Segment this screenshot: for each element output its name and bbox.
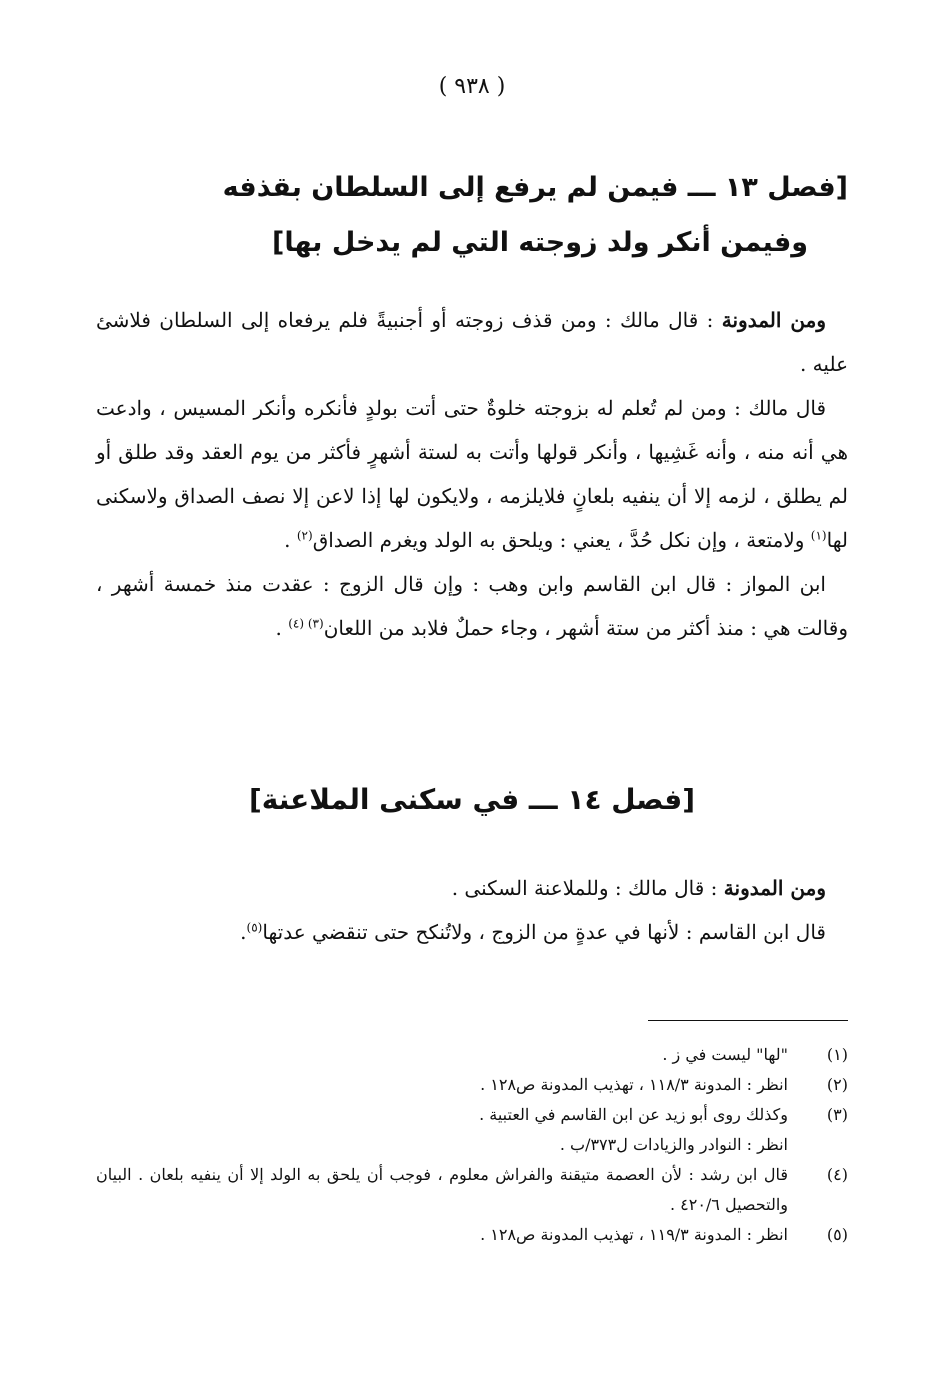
- footnotes: [96, 1040, 848, 1250]
- footnote-content: [96, 1220, 788, 1250]
- footnote-item: [96, 1070, 848, 1100]
- section-13-body: [96, 298, 848, 650]
- footnote-marker[interactable]: (٥): [246, 920, 263, 935]
- footnote-line: قال ابن رشد : لأن العصمة متيقنة والفراش معلوم ، فوجب أن يلحق به الولد إلا أن ينفيه بلعان . البيان والتحصيل ٤٢٠/٦ .: [96, 1165, 788, 1214]
- paragraph-text: .: [275, 616, 289, 640]
- paragraph-text: ولامتعة ، وإن نكل حُدَّ ، يعني : ويلحق به الولد ويغرم الصداق: [312, 528, 811, 552]
- footnote-line: انظر : النوادر والزيادات ل٣٧٣/ب .: [559, 1135, 788, 1154]
- footnote-content: [96, 1160, 788, 1220]
- paragraph: [96, 386, 848, 562]
- paragraph-lead: ومن المدونة: [723, 876, 826, 900]
- footnote-line: وكذلك روى أبو زيد عن ابن القاسم في العتبية .: [479, 1105, 788, 1124]
- footnote-item: [96, 1040, 848, 1070]
- paragraph: [96, 910, 848, 954]
- section-13-heading-line-1: [فصل ١٣ ـــ فيمن لم يرفع إلى السلطان بقذفه: [222, 172, 848, 203]
- footnote-item: [96, 1220, 848, 1250]
- section-13-heading: [96, 160, 848, 270]
- footnote-number: (٣): [826, 1105, 848, 1124]
- footnote-number: (١): [826, 1045, 848, 1064]
- page-number: ( ٩٣٨ ): [438, 74, 506, 99]
- footnote-line: "لها" ليست في ز .: [662, 1045, 788, 1064]
- footnote-item: [96, 1100, 848, 1160]
- footnote-line: انظر : المدونة ١١٩/٣ ، تهذيب المدونة ص١٢٨ .: [480, 1225, 788, 1244]
- paragraph-text: ابن المواز : قال ابن القاسم وابن وهب : وإن قال الزوج : عقدت منذ خمسة أشهر ، وقالت هي : منذ أكثر من ستة أشهر ، وجاء حملٌ فلابد من اللعان: [96, 572, 848, 640]
- footnote-marker[interactable]: (٣) (٤): [288, 616, 324, 631]
- footnote-content: [96, 1040, 788, 1070]
- footnote-item: [96, 1160, 848, 1220]
- paragraph-lead: ومن المدونة: [721, 308, 826, 332]
- footnote-divider: [648, 1020, 848, 1021]
- paragraph-text: .: [240, 920, 247, 944]
- paragraph: [96, 298, 848, 386]
- footnote-marker[interactable]: (٢): [296, 528, 313, 543]
- paragraph-text: : قال مالك : ومن قذف زوجته أو أجنبيةً فلم يرفعاه إلى السلطان فلاشئ عليه .: [96, 308, 848, 376]
- section-14-body: [96, 866, 848, 954]
- section-14-heading: [فصل ١٤ ـــ في سكنى الملاعنة]: [248, 783, 696, 816]
- footnote-number: (٥): [826, 1225, 848, 1244]
- footnote-content: [96, 1070, 788, 1100]
- footnote-number: (٢): [826, 1075, 848, 1094]
- paragraph-text: : قال مالك : وللملاعنة السكنى .: [451, 876, 724, 900]
- footnote-content: [96, 1100, 788, 1160]
- footnote-number: (٤): [826, 1165, 848, 1184]
- paragraph-text: قال ابن القاسم : لأنها في عدةٍ من الزوج ، ولاتُنكح حتى تنقضي عدتها: [262, 920, 826, 944]
- footnote-line: انظر : المدونة ١١٨/٣ ، تهذيب المدونة ص١٢٨ .: [480, 1075, 788, 1094]
- paragraph: [96, 562, 848, 650]
- section-13-heading-line-2: وفيمن أنكر ولد زوجته التي لم يدخل بها]: [272, 227, 809, 258]
- paragraph: [96, 866, 848, 910]
- paragraph-text: قال مالك : ومن لم تُعلم له بزوجته خلوةٌ حتى أتت بولدٍ فأنكره وأنكر المسيس ، وادعت هي أنه منه ، وأنه غَشِيها ، وأنكر قولها وأتت به لستة أشهرٍ فأكثر من يوم العقد وقد طلق أو لم يطلق ، لزمه إلا أن ينفيه بلعانٍ فلايلزمه ، ولايكون لها إذا لاعن إلا نصف الصداق ولاسكنى لها: [96, 396, 848, 552]
- paragraph-text: .: [284, 528, 297, 552]
- footnote-marker[interactable]: (١): [810, 528, 827, 543]
